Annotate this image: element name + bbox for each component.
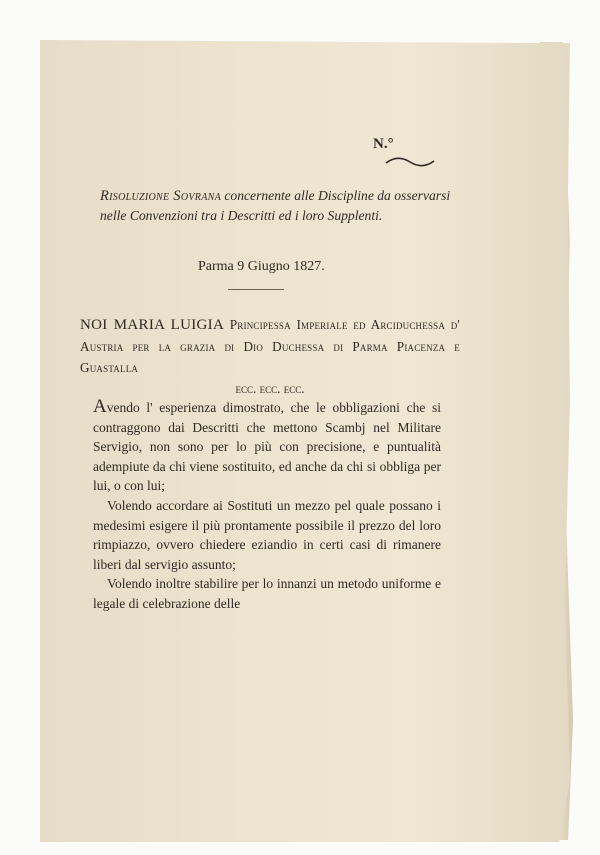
decree-title — [80, 314, 460, 399]
paragraph-1-text: vendo l' esperienza dimostrato, che le obbligazioni che si contraggono dai Descritti che mettono Scambj nel Militare Servigio, non sono per lo più con precisione, e puntualità adempiute da chi viene sostituito, ed anche da chi si obbliga per lui, o con lui; — [93, 400, 441, 494]
divider-rule — [228, 289, 284, 290]
paragraph-3: Volendo inoltre stabilire per lo innanzi un metodo uniforme e legale di celebrazione delle — [93, 576, 441, 611]
drop-cap: A — [93, 396, 107, 417]
body-text — [93, 398, 441, 614]
title-ecc: ecc. ecc. ecc. — [235, 381, 305, 396]
paragraph-2: Volendo accordare ai Sostituti un mezzo pel quale possano i medesimi esigere il più prontamente possibile il prezzo del loro rimpiazzo, ovvero chiedere eziandio in certi casi di rimanere liberi dal servigio assunto; — [93, 497, 441, 572]
title-main — [80, 314, 460, 378]
document-date: Parma 9 Giugno 1827. — [198, 259, 325, 274]
title-name: NOI MARIA LUIGIA — [80, 317, 225, 333]
paragraph-1 — [93, 398, 441, 496]
title-rest: Principessa Imperiale ed Arciduchessa d' Austria per la grazia di Dio Duchessa di Parma Piacenza e Guastalla — [80, 317, 460, 375]
number-mark: N.° — [373, 136, 394, 152]
ornament-swash — [384, 156, 436, 168]
caption — [100, 186, 460, 226]
caption-text: concernente alle Discipline da osservarsi nelle Convenzioni tra i Descritti ed i loro Supplenti. — [100, 188, 451, 223]
caption-heading: Risoluzione Sovrana — [100, 188, 221, 204]
